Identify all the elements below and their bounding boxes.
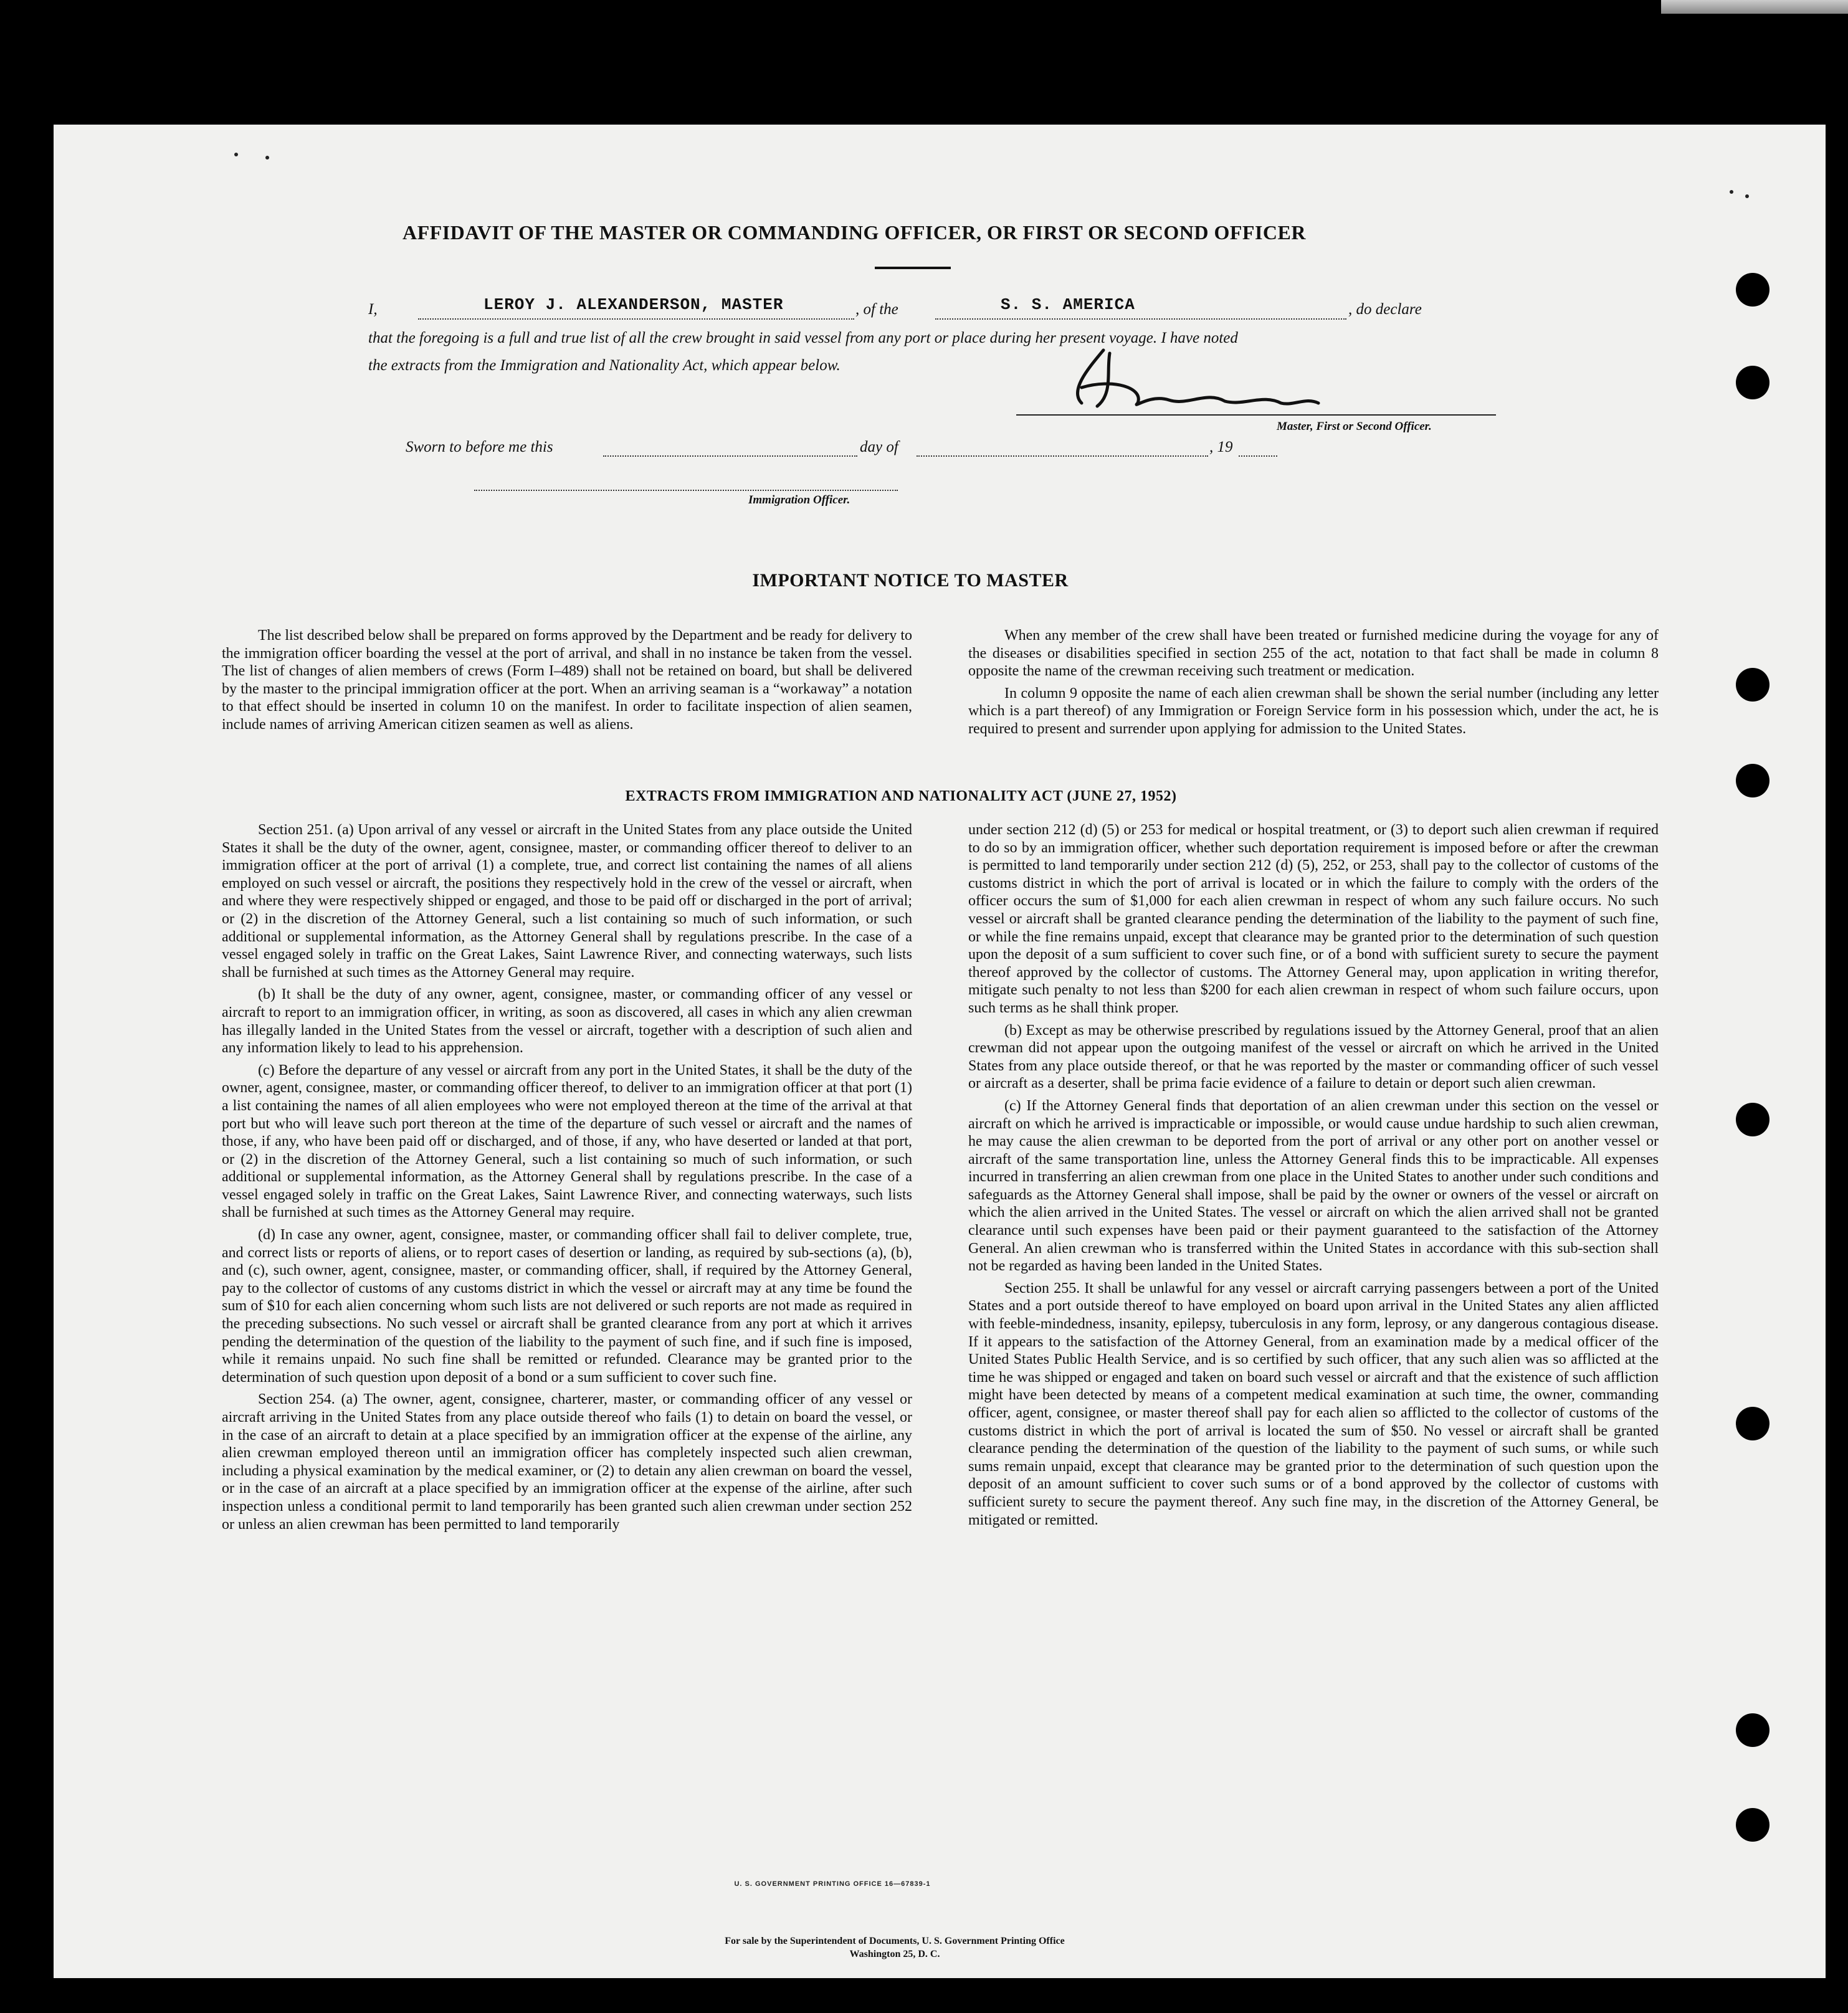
gpo-imprint: U. S. GOVERNMENT PRINTING OFFICE 16—67839-1 — [734, 1880, 931, 1888]
dust-speck — [265, 156, 269, 159]
section-paragraph: (c) If the Attorney General finds that deportation of an alien crewman under this section on the vessel or aircraft on which he arrived is impracticable or impossible, or would cause undue hardship to such alien crewman, he may cause the alien crewman to be deported from the port of arrival or any other port on another vessel or aircraft of the same transportation line, unless the Attorney General finds this to be impracticable. All expenses incurred in transferring an alien crewman from one place in the United States to another under such conditions and safeguards as the Attorney General shall impose, shall be paid by the owner or owners of the vessel or aircraft on which the alien arrived in the United States. The vessel or aircraft on which the alien arrived shall not be granted clearance until such expenses have been paid or their payment guaranteed to the satisfaction of the Attorney General. An alien crewman who is transferred within the United States in accordance with this sub-section shall not be regarded as having been landed in the United States. — [968, 1097, 1659, 1275]
section-paragraph: Section 255. It shall be unlawful for any vessel or aircraft carrying passengers between a port of the United States and a port outside thereof to have employed on board upon arrival in the United States any alien afflicted with feeble-mindedness, insanity, epilepsy, tuberculosis in any form, leprosy, or any dangerous contagious disease. If it appears to the satisfaction of the Attorney General, from an examination made by a medical officer of the United States Public Health Service, and is so certified by such officer, that any such alien was so afflicted at the time he was shipped or engaged and taken on board such vessel or aircraft and that the existence of such affliction might have been detected by means of a competent medical examination at such time, the owner, commanding officer, agent, consignee, or master thereof shall pay for each alien so afflicted to the collector of customs of the customs district in which the port of arrival is located the sum of $50. No vessel or aircraft shall be granted clearance pending the determination of the question of the liability to the payment of such sums, or while such sums remain unpaid, except that clearance may be granted prior to the determination of such question upon the deposit of an amount sufficient to cover such sums or of a bond approved by the collector of customs with sufficient surety to secure the payment thereof. Any such fine may, in the discretion of the Attorney General, be mitigated or remitted. — [968, 1280, 1659, 1528]
sworn-year-line — [1239, 439, 1277, 457]
immigration-officer-caption: Immigration Officer. — [748, 493, 850, 507]
punch-hole — [1736, 366, 1769, 399]
master-signature — [1044, 344, 1356, 419]
scan-edge-strip — [1661, 0, 1848, 14]
section-paragraph: (b) It shall be the duty of any owner, agent, consignee, master, or commanding officer of any vessel or aircraft to report to an immigration officer, in writing, as soon as discovered, all cases in which any alien crewman has illegally landed in the United States from the vessel or aircraft, together with a description of such alien and any information likely to lead to his apprehension. — [222, 986, 912, 1057]
signature-line — [1016, 414, 1496, 416]
dust-speck — [1745, 194, 1749, 198]
section-paragraph: Section 251. (a) Upon arrival of any vessel or aircraft in the United States from any place outside the United States it shall be the duty of the owner, agent, consignee, master, or commanding officer thereof to deliver to an immigration officer at the port of arrival (1) a complete, true, and correct list containing the names of all aliens employed on such vessel or aircraft, the positions they respectively hold in the crew of the vessel or aircraft, when and where they were respectively shipped or engaged, and those to be paid off or discharged in the port of arrival; or (2) in the discretion of the Attorney General, such a list containing so much of such information, or such additional or supplemental information, as the Attorney General shall by regulations prescribe. In the case of a vessel engaged solely in traffic on the Great Lakes, Saint Lawrence River, and connecting waterways, such lists shall be furnished at such times as the Attorney General may require. — [222, 822, 912, 981]
sale-line-1: For sale by the Superintendent of Documents, U. S. Government Printing Office — [725, 1936, 1065, 1946]
vessel-name-field: S. S. AMERICA — [1001, 295, 1135, 314]
extracts-title: EXTRACTS FROM IMMIGRATION AND NATIONALITY ACT (JUNE 27, 1952) — [625, 788, 1177, 804]
of-the-label: , of the — [855, 301, 898, 318]
punch-hole — [1736, 273, 1769, 307]
day-of-label: day of — [860, 439, 898, 455]
document-page — [54, 125, 1826, 1978]
section-paragraph: (b) Except as may be otherwise prescribed by regulations issued by the Attorney General, proof that an alien crewman did not appear upon the outgoing manifest of the vessel or aircraft on which he arrived in the United States from any place outside thereof, or that he was reported by the master or commanding officer of such vessel or aircraft as a deserter, shall be prima facie evidence of a failure to detain or deport such alien crewman. — [968, 1022, 1659, 1092]
punch-hole — [1736, 1407, 1769, 1440]
do-declare-label: , do declare — [1348, 301, 1422, 318]
notice-paragraph: The list described below shall be prepared on forms approved by the Department and be ready for delivery to the immigration officer boarding the vessel at the port of arrival, and shall in no instance be taken from the vessel. The list of changes of alien members of crews (Form I–489) shall not be retained on board, but shall be delivered by the master to the principal immigration officer at the port. When an arriving seaman is a “workaway” a notation to that effect should be inserted in column 10 on the manifest. In order to facilitate inspection of alien seamen, include names of arriving American citizen seamen as well as aliens. — [222, 627, 912, 733]
notice-left-column — [222, 627, 912, 738]
punch-hole — [1736, 1713, 1769, 1747]
i-label: I, — [368, 301, 378, 318]
notice-paragraph: When any member of the crew shall have been treated or furnished medicine during the voyage for any of the diseases or disabilities specified in section 255 of the act, notation to that fact shall be made in column 8 opposite the name of the crewman receiving such treatment or medication. — [968, 627, 1659, 680]
sworn-label: Sworn to before me this — [406, 439, 553, 455]
extracts-right-column — [968, 821, 1659, 1533]
dust-speck — [234, 153, 238, 156]
dust-speck — [1730, 190, 1733, 194]
section-paragraph: under section 212 (d) (5) or 253 for medical or hospital treatment, or (3) to deport such alien crewman if required to do so by an immigration officer, whether such deportation requirement is imposed before or after the crewman is permitted to land temporarily under section 212 (d) (5), 252, or 253, shall pay to the collector of customs of the customs district in which the port of arrival is located or in which the failure to comply with the orders of the officer occurs the sum of $1,000 for each alien crewman in respect of whom any such failure occurs. No such vessel or aircraft shall be granted clearance pending the determination of the liability to the payment of such fine, or while the fine remains unpaid, except that clearance may be granted prior to the determination of such question upon the deposit of a sum sufficient to cover such fine, or of a bond with sufficient surety to secure the payment thereof approved by the collector of customs. The Attorney General may, upon application in writing therefor, mitigate such penalty to not less than $200 for each alien crewman in respect of whom such failure occurs, upon such terms as he shall think proper. — [968, 822, 1659, 1016]
extracts-left-column — [222, 821, 912, 1538]
immigration-officer-line — [474, 474, 898, 491]
section-paragraph: Section 254. (a) The owner, agent, consignee, charterer, master, or commanding officer of any vessel or aircraft arriving in the United States from any place outside thereof who fails (1) to detain on board the vessel, or in the case of an aircraft to detain at a place specified by an immigration officer at the expense of the airline, any alien crewman employed thereon until an immigration officer has completely inspected such alien crewman, including a physical examination by the medical examiner, or (2) to detain any alien crewman on board the vessel, or in the case of an aircraft at a place specified by an immigration officer at the expense of the airline, after such inspection unless a conditional permit to land temporarily has been granted such alien crewman under section 252 or unless an alien crewman has been permitted to land temporarily — [222, 1391, 912, 1533]
declaration-line-2: that the foregoing is a full and true list of all the crew brought in said vessel from any port or place during her present voyage. I have noted — [368, 330, 1238, 346]
sworn-day-line — [603, 439, 857, 457]
punch-hole — [1736, 668, 1769, 702]
vessel-field-line — [935, 302, 1346, 320]
punch-hole — [1736, 1103, 1769, 1136]
punch-hole — [1736, 1808, 1769, 1842]
notice-right-column — [968, 627, 1659, 743]
sworn-month-line — [917, 439, 1208, 457]
affidavit-title: AFFIDAVIT OF THE MASTER OR COMMANDING OFFICER, OR FIRST OR SECOND OFFICER — [402, 221, 1306, 244]
section-paragraph: (c) Before the departure of any vessel or aircraft from any port in the United States, it shall be the duty of the owner, agent, consignee, master, or commanding officer thereof, to deliver to an immigration officer at that port (1) a list containing the names of all alien employees who were not employed thereon at the time of the arrival at that port but who will leave such port thereon at the time of the departure of such vessel or aircraft and the names of those, if any, who have been paid off or discharged, and of those, if any, who have deserted or landed at that port, or (2) in the discretion of the Attorney General, such a list containing so much of such information, or such additional or supplemental information, as the Attorney General shall by regulations prescribe. In the case of a vessel engaged solely in traffic on the Great Lakes, Saint Lawrence River, and connecting waterways, such lists shall be furnished at such times as the Attorney General may require. — [222, 1062, 912, 1221]
signature-caption: Master, First or Second Officer. — [1277, 420, 1432, 433]
notice-title: IMPORTANT NOTICE TO MASTER — [752, 570, 1069, 591]
section-paragraph: (d) In case any owner, agent, consignee, master, or commanding officer shall fail to deliver complete, true, and correct lists or reports of aliens, or to report cases of desertion or landing, as required by sub-sections (a), (b), and (c), such owner, agent, consignee, master, or commanding officer, shall, if required by the Attorney General, pay to the collector of customs of any customs district in which the vessel or aircraft may at any time be found the sum of $10 for each alien concerning whom such lists are not delivered or such reports are not made as required in the preceding subsections. No such vessel or aircraft shall be granted clearance from any port at which it arrives pending the determination of the question of the liability to the payment of such fine, and if such fine is imposed, while it remains unpaid. No such fine shall be remitted or refunded. Clearance may be granted prior to the determination of such question upon deposit of a bond or a sum sufficient to cover such fine. — [222, 1227, 912, 1386]
sale-notice — [552, 1934, 1237, 1961]
sale-line-2: Washington 25, D. C. — [849, 1949, 940, 1959]
year-label: , 19 — [1209, 439, 1233, 455]
master-name-field: LEROY J. ALEXANDERSON, MASTER — [483, 295, 784, 314]
declaration-line-3: the extracts from the Immigration and Nationality Act, which appear below. — [368, 357, 841, 374]
punch-hole — [1736, 764, 1769, 797]
title-rule — [875, 267, 951, 269]
notice-paragraph: In column 9 opposite the name of each alien crewman shall be shown the serial number (including any letter which is a part thereof) of any Immigration or Foreign Service form in his possession which, under the act, he is required to present and surrender upon applying for admission to the United States. — [968, 685, 1659, 737]
